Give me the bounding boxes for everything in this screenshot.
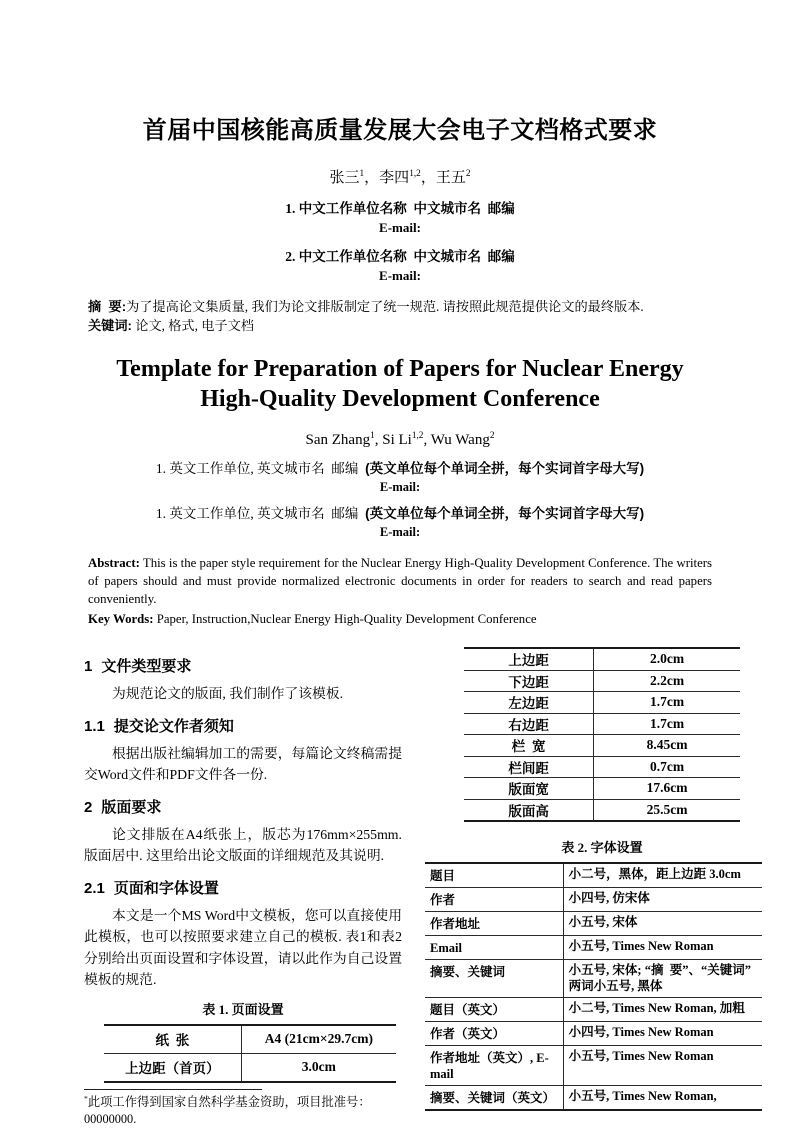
table-row <box>425 936 762 960</box>
section-paragraph: 为规范论文的版面, 我们制作了该模板. <box>112 686 344 701</box>
page-setup-table <box>104 1024 396 1083</box>
abstract-label: Abstract: <box>88 556 140 570</box>
author-superscript: 1,2 <box>411 431 424 441</box>
table-row <box>425 863 762 888</box>
two-column-body <box>84 647 762 1128</box>
author-name: Wu Wang <box>430 432 490 448</box>
row-label: 作者（英文） <box>425 1022 563 1046</box>
row-value: 1.7cm <box>594 692 740 714</box>
author-superscript: 2 <box>489 431 495 441</box>
author-name: 李四 <box>379 170 410 186</box>
section-title: 版面要求 <box>101 798 162 816</box>
email-line: E-mail: <box>379 268 421 283</box>
abstract-text: This is the paper style requirement for the Nuclear Energy High-Quality Development Conference. The writers of papers should and must provide normalized electronic documents in order for readers to search and read papers conveniently. <box>88 556 712 606</box>
author-name: 王五 <box>435 170 466 186</box>
table-row <box>425 912 762 936</box>
author-name: Si Li <box>382 432 412 448</box>
row-label: 题目 <box>425 863 563 888</box>
section-number: 1.1 <box>84 717 105 735</box>
footnote-marker: * <box>84 1093 88 1103</box>
table-row <box>104 1053 396 1082</box>
affiliation-number: 2. <box>285 249 296 264</box>
section-title: 文件类型要求 <box>101 658 192 675</box>
section-number: 2.1 <box>84 879 105 897</box>
section-paragraph: 论文排版在A4纸张上，版芯为176mm×255mm. 版面居中. 这里给出论文版面的详细规范及其说明. <box>84 826 402 863</box>
affiliation-note: (英文单位每个单词全拼，每个实词首字母大写) <box>365 461 645 476</box>
left-column <box>84 647 402 1128</box>
affiliation-text: 中文工作单位名称 中文城市名 邮编 <box>295 249 515 264</box>
row-value: 小五号, Times New Roman, <box>563 1086 762 1111</box>
chinese-authors <box>88 167 712 189</box>
section-heading-2-1 <box>84 880 402 898</box>
row-label: 摘要、关键词 <box>425 960 563 998</box>
author-name: San Zhang <box>305 432 371 448</box>
author-separator: , <box>423 432 431 448</box>
email-line: E-mail: <box>379 220 421 235</box>
row-label: 栏间距 <box>464 756 594 778</box>
row-value: 0.7cm <box>594 756 740 778</box>
chinese-affiliation-2 <box>88 247 712 266</box>
row-label: 下边距 <box>464 670 594 692</box>
english-affiliation-2 <box>88 505 712 523</box>
section-heading-1 <box>84 658 402 676</box>
english-authors <box>88 429 712 451</box>
keywords-text: Paper, Instruction,Nuclear Energy High-Quality Development Conference <box>153 612 537 626</box>
row-label: 版面宽 <box>464 778 594 800</box>
table-row <box>425 888 762 912</box>
table-row <box>425 1046 762 1086</box>
english-title: Template for Preparation of Papers for Nuclear Energy High-Quality Development Conference <box>116 356 684 412</box>
affiliation-number: 1. <box>155 461 166 476</box>
row-label: Email <box>425 936 563 960</box>
row-value: 小五号, 宋体 <box>563 912 762 936</box>
row-value: 1.7cm <box>594 713 740 735</box>
affiliation-note: (英文单位每个单词全拼，每个实词首字母大写) <box>365 506 645 521</box>
table-row <box>425 1086 762 1111</box>
row-label: 左边距 <box>464 692 594 714</box>
table-row <box>104 1025 396 1054</box>
table-row <box>464 713 740 735</box>
abstract-text: 为了提高论文集质量, 我们为论文排版制定了统一规范. 请按照此规范提供论文的最终版本. <box>126 299 644 314</box>
row-value: 2.0cm <box>594 648 740 670</box>
table-row <box>425 1022 762 1046</box>
row-label: 右边距 <box>464 713 594 735</box>
table1-caption: 表 1. 页面设置 <box>202 1001 284 1017</box>
table-row <box>425 998 762 1022</box>
table-row <box>464 799 740 821</box>
section-heading-2 <box>84 799 402 817</box>
page-setup-table-continued <box>464 647 740 822</box>
paper-header <box>0 114 800 628</box>
english-affiliation-1 <box>88 460 712 478</box>
chinese-title: 首届中国核能高质量发展大会电子文档格式要求 <box>142 117 658 144</box>
chinese-affiliation-1 <box>88 199 712 218</box>
footnote-text <box>84 1094 402 1128</box>
section-paragraph: 本文是一个MS Word中文模板，您可以直接使用此模板，也可以按照要求建立自己的模板. 表1和表2分别给出页面设置和字体设置，请以此作为自己设置模板的规范. <box>84 907 402 987</box>
row-value: 小四号, Times New Roman <box>563 1022 762 1046</box>
author-separator: ， <box>364 170 380 186</box>
row-value: 8.45cm <box>594 735 740 757</box>
section-number: 1 <box>84 658 93 675</box>
row-value: 小五号, 宋体; “摘 要”、“关键词” 两词小五号, 黑体 <box>563 960 762 998</box>
english-abstract <box>88 554 712 608</box>
row-value: 3.0cm <box>241 1053 396 1082</box>
table-row <box>464 648 740 670</box>
row-value: 25.5cm <box>594 799 740 821</box>
affiliation-text: 英文工作单位, 英文城市名 邮编 <box>166 461 366 476</box>
table-row <box>425 960 762 998</box>
affiliation-number: 1. <box>155 506 166 521</box>
footnote-rule <box>84 1089 262 1090</box>
abstract-label: 摘 要: <box>88 299 127 314</box>
section-heading-1-1 <box>84 718 402 736</box>
affiliation-text: 中文工作单位名称 中文城市名 邮编 <box>295 201 515 216</box>
section-paragraph: 根据出版社编辑加工的需要，每篇论文终稿需提交Word文件和PDF文件各一份. <box>84 745 402 782</box>
keywords-text: 论文, 格式, 电子文档 <box>131 318 254 333</box>
affiliation-text: 英文工作单位, 英文城市名 邮编 <box>166 506 366 521</box>
row-label: 上边距 <box>464 648 594 670</box>
keywords-label: Key Words: <box>88 612 154 626</box>
email-line: E-mail: <box>379 525 421 539</box>
row-value: 小五号, Times New Roman <box>563 1046 762 1086</box>
author-superscript: 1 <box>370 431 375 441</box>
row-label: 题目（英文） <box>425 998 563 1022</box>
author-separator: ， <box>420 170 436 186</box>
row-value: 17.6cm <box>594 778 740 800</box>
row-value: 小四号, 仿宋体 <box>563 888 762 912</box>
row-value: A4 (21cm×29.7cm) <box>241 1025 396 1054</box>
row-label: 版面高 <box>464 799 594 821</box>
right-column <box>430 647 762 1128</box>
author-superscript: 1 <box>359 169 365 179</box>
row-label: 作者地址（英文）, E-mail <box>425 1046 563 1086</box>
row-label: 摘要、关键词（英文） <box>425 1086 563 1111</box>
author-name: 张三 <box>329 170 360 186</box>
table2-caption: 表 2. 字体设置 <box>561 840 643 855</box>
keywords-label: 关键词: <box>88 318 132 333</box>
row-value: 小二号, Times New Roman, 加粗 <box>563 998 762 1022</box>
section-title: 提交论文作者须知 <box>113 717 234 735</box>
row-value: 小五号, Times New Roman <box>563 936 762 960</box>
row-label: 上边距（首页） <box>104 1053 241 1082</box>
row-value: 小二号，黑体，距上边距 3.0cm <box>563 863 762 888</box>
chinese-keywords <box>88 316 712 335</box>
row-label: 作者地址 <box>425 912 563 936</box>
table-row <box>464 756 740 778</box>
footnote <box>84 1089 402 1128</box>
chinese-abstract <box>88 297 712 316</box>
table-row <box>464 778 740 800</box>
author-separator: , <box>374 432 383 448</box>
table-row <box>464 735 740 757</box>
section-title: 页面和字体设置 <box>113 879 219 897</box>
email-line: E-mail: <box>379 480 421 494</box>
affiliation-number: 1. <box>285 201 296 216</box>
table-row <box>464 692 740 714</box>
author-superscript: 2 <box>465 169 471 179</box>
english-keywords <box>88 610 712 628</box>
font-setup-table <box>425 862 762 1111</box>
row-label: 作者 <box>425 888 563 912</box>
section-number: 2 <box>84 798 93 816</box>
footnote-content: 此项工作得到国家自然科学基金资助，项目批准号：00000000. <box>84 1094 371 1126</box>
table-row <box>464 670 740 692</box>
row-value: 2.2cm <box>594 670 740 692</box>
author-superscript: 1,2 <box>409 169 421 179</box>
row-label: 栏 宽 <box>464 735 594 757</box>
row-label: 纸 张 <box>104 1025 241 1054</box>
